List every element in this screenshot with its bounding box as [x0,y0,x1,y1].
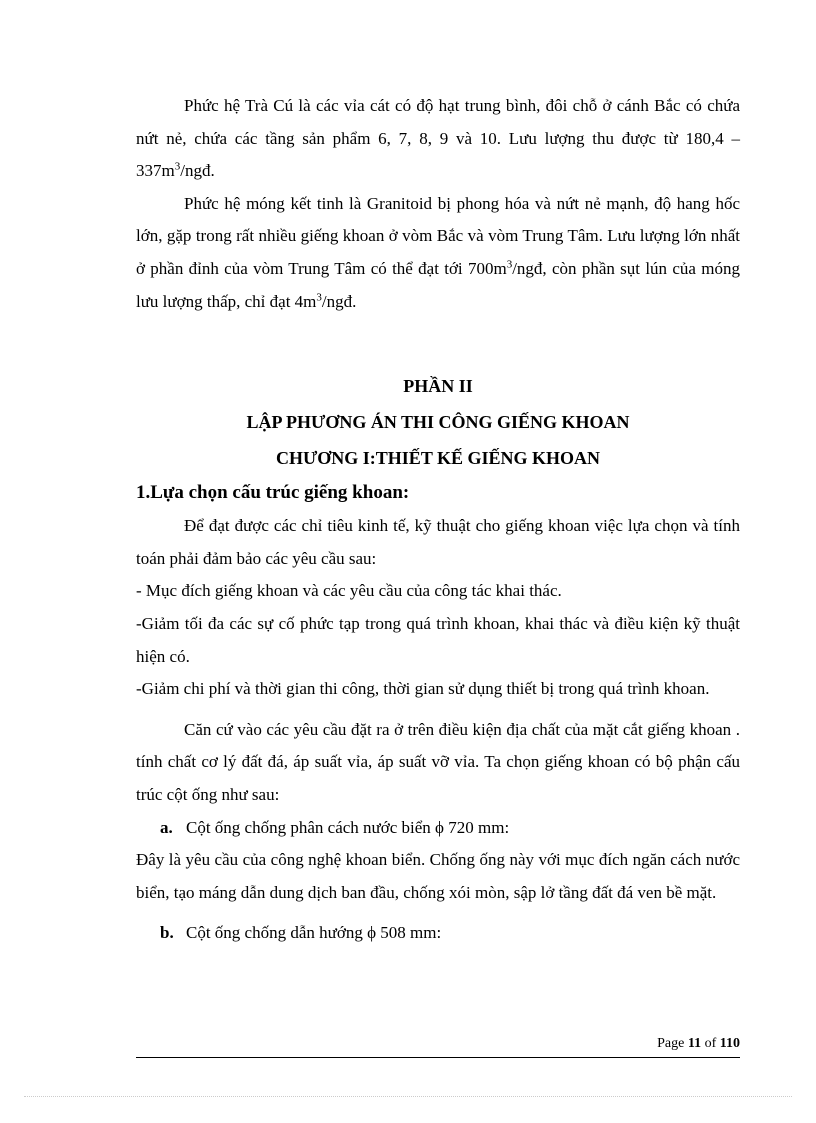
item-a-description: Đây là yêu cầu của công nghệ khoan biển. Chống ống này với mục đích ngăn cách nước biển, tạo máng dẫn dung dịch ban đầu, chống xói mòn, sập lở tầng đất đá ven bề mặt. [136,850,740,902]
bullet-reduce-cost: -Giảm chi phí và thời gian thi công, thời gian sử dụng thiết bị trong quá trình khoan. [136,679,710,699]
item-b: b. Cột ống chống dẫn hướng ϕ 508 mm: [160,923,442,943]
page-total: 110 [719,1036,740,1051]
item-a: a. Cột ống chống phân cách nước biển ϕ 720 mm: [160,817,510,837]
footer-rule [136,1057,740,1058]
paragraph-granitoid: Phức hệ móng kết tinh là Granitoid bị phong hóa và nứt nẻ mạnh, độ hang hốc lớn, gặp trong rất nhiều giếng khoan ở vòm Bắc và vòm Trung Tâm. Lưu lượng lớn nhất ở phần đỉnh của vòm Trung Tâm có thể đạt tới $700m^3$/ngđ, còn phần sụt lún của móng lưu lượng thấp, chỉ đạt $4m^3$/ngđ. [136,193,740,311]
page-footer: Page 11 of 110 [657,1036,740,1051]
chapter-heading: CHƯƠNG I:THIẾT KẾ GIẾNG KHOAN [275,448,601,469]
bullet-purpose: - Mục đích giếng khoan và các yêu cầu của công tác khai thác. [136,581,562,601]
section-heading: 1.Lựa chọn cấu trúc giếng khoan: [136,482,410,504]
paragraph-tra-cu: Phức hệ Trà Cú là các vỉa cát có độ hạt trung bình, đôi chỗ ở cánh Bắc có chứa nứt nẻ, chứa các tầng sản phẩm 6, 7, 8, 9 và 10. Lưu lượng thu được từ $180,4 - 337m^3$/ngđ. [136,96,740,181]
page-content [136,90,740,950]
part-title: LẬP PHƯƠNG ÁN THI CÔNG GIẾNG KHOAN [246,412,630,433]
part-heading: PHẦN II [403,376,473,397]
page-number: 11 [687,1036,702,1051]
intro-paragraph: Để đạt được các chỉ tiêu kinh tế, kỹ thuật cho giếng khoan việc lựa chọn và tính toán phải đảm bảo các yêu cầu sau: [136,516,740,568]
bullet-reduce-incidents: -Giảm tối đa các sự cố phức tạp trong quá trình khoan, khai thác và điều kiện kỹ thuật hiện có. [136,613,740,666]
page-bottom-border [24,1096,792,1097]
basis-paragraph: Căn cứ vào các yêu cầu đặt ra ở trên điều kiện địa chất của mặt cắt giếng khoan . tính chất cơ lý đất đá, áp suất vỉa, áp suất vỡ vỉa. Ta chọn giếng khoan có bộ phận cấu trúc cột ống như sau: [136,719,740,804]
